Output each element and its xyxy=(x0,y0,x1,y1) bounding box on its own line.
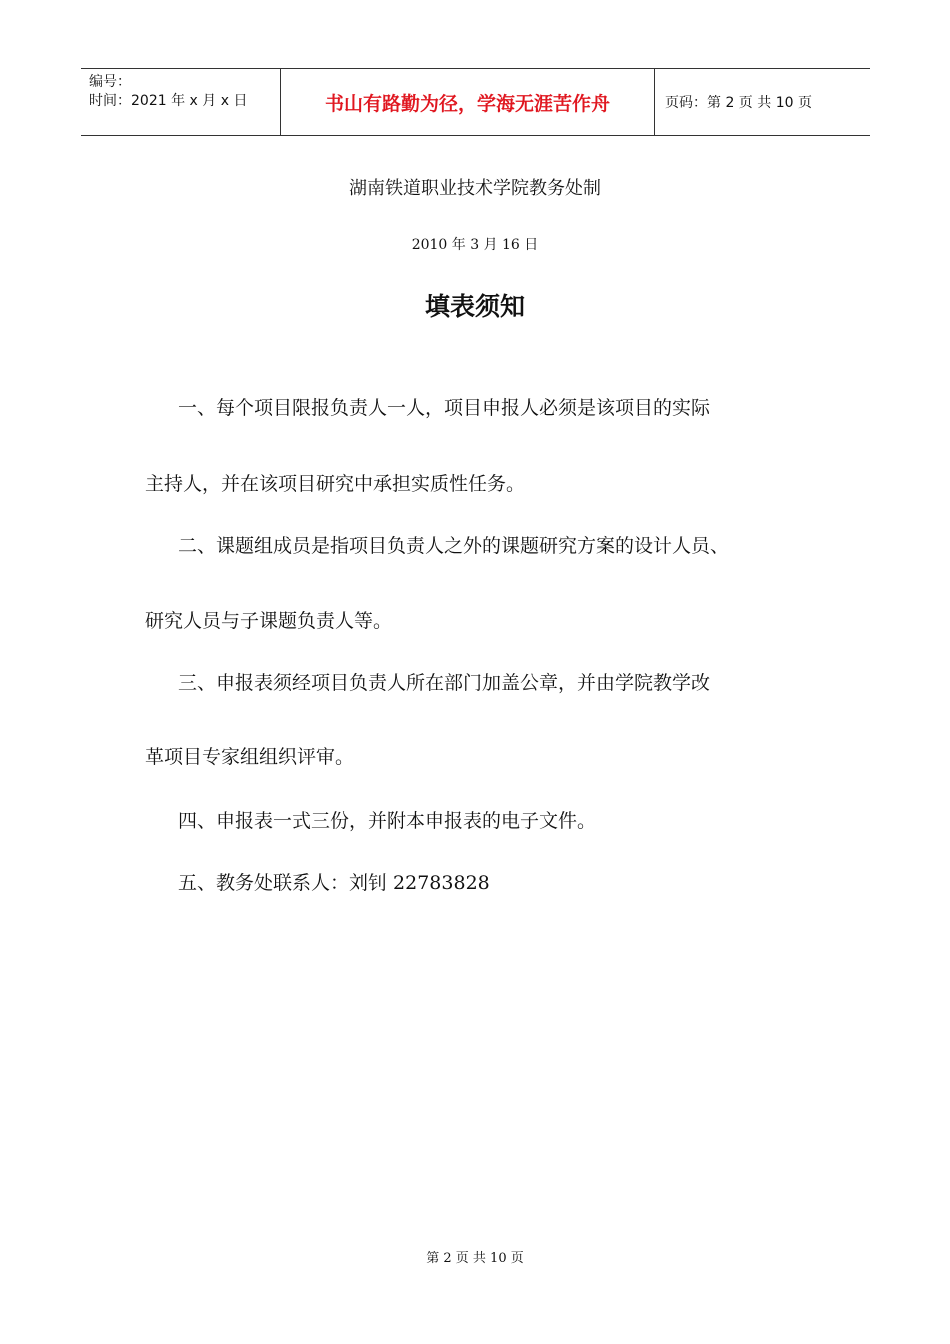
instruction-line-8: 五、教务处联系人：刘钊 22783828 xyxy=(178,872,490,894)
issuer-line: 湖南铁道职业技术学院教务处制 xyxy=(349,178,601,199)
instruction-line-7: 四、申报表一式三份，并附本申报表的电子文件。 xyxy=(178,810,597,832)
header-table xyxy=(81,68,870,136)
instruction-line-4: 研究人员与子课题负责人等。 xyxy=(145,610,393,632)
page-info-cell xyxy=(655,69,870,135)
date-line: 2010 年 3 月 16 日 xyxy=(411,237,539,253)
instruction-line-2: 主持人，并在该项目研究中承担实质性任务。 xyxy=(145,473,526,495)
motto-text: 书山有路勤为径，学海无涯苦作舟 xyxy=(324,92,610,115)
header-meta-cell xyxy=(81,69,281,135)
time-label: 时间：2021 年 x 月 x 日 xyxy=(89,93,248,109)
document-title: 填表须知 xyxy=(424,292,525,321)
number-label: 编号： xyxy=(89,74,131,90)
instruction-line-3: 二、课题组成员是指项目负责人之外的课题研究方案的设计人员、 xyxy=(178,535,730,557)
page-footer: 第 2 页 共 10 页 xyxy=(426,1251,524,1266)
page-info-text: 页码：第 2 页 共 10 页 xyxy=(665,95,812,111)
motto-cell xyxy=(281,69,655,135)
instruction-line-6: 革项目专家组组织评审。 xyxy=(145,746,355,768)
instruction-line-5: 三、申报表须经项目负责人所在部门加盖公章，并由学院教学改 xyxy=(178,672,711,694)
instruction-line-1: 一、每个项目限报负责人一人，项目申报人必须是该项目的实际 xyxy=(178,397,711,419)
